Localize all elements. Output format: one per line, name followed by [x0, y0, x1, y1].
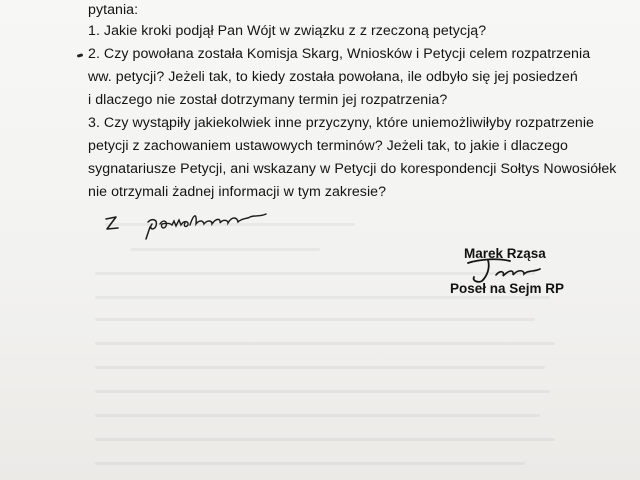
question-2-line-1: 2. Czy powołana została Komisja Skarg, Wniosków i Petycji celem rozpatrzenia — [88, 46, 591, 62]
pen-mark — [77, 53, 84, 57]
question-2-line-2: ww. petycji? Jeżeli tak, to kiedy została powołana, ile odbyło się jej posiedzeń — [88, 69, 578, 85]
question-2-line-3: i dlaczego nie został dotrzymany termin jej rozpatrzenia? — [88, 92, 448, 108]
intro-text: pytania: — [88, 2, 139, 18]
question-3-line-1: 3. Czy wystąpiły jakiekolwiek inne przyczyny, które uniemożliwiłyby rozpatrzenie — [88, 115, 594, 131]
signatory-name: Marek Rząsa — [464, 246, 546, 261]
question-3-line-3: sygnatariusze Petycji, ani wskazany w Petycji do korespondencji Sołtys Nowosiółek — [88, 161, 617, 177]
signatory-title: Poseł na Sejm RP — [450, 281, 565, 296]
handwritten-closing — [100, 205, 280, 245]
question-3-line-4: nie otrzymali żadnej informacji w tym zakresie? — [88, 184, 387, 200]
question-3-line-2: petycji z zachowaniem ustawowych terminów? Jeżeli tak, to jakie i dlaczego — [88, 138, 568, 154]
question-1: 1. Jakie kroki podjął Pan Wójt w związku z z rzeczoną petycją? — [88, 23, 487, 39]
